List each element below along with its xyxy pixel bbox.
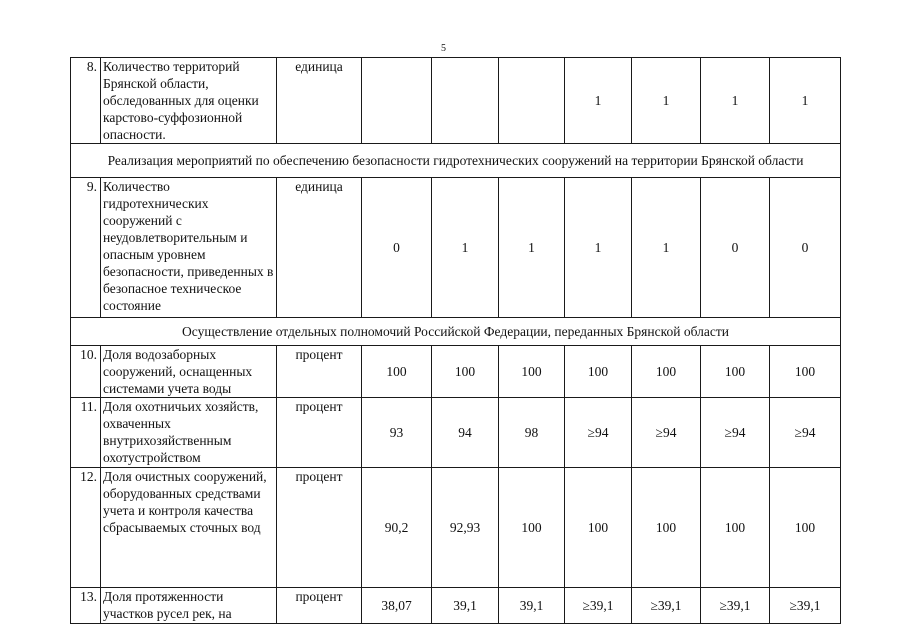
section-heading: Реализация мероприятий по обеспечению безопасности гидротехнических сооружений на территории Брянской области	[71, 144, 841, 178]
indicator-name: Доля водозаборных сооружений, оснащенных системами учета воды	[101, 346, 277, 398]
value-cell: 1	[499, 178, 565, 318]
indicators-table	[70, 57, 841, 624]
value-cell: ≥94	[770, 398, 841, 468]
value-cell: 0	[362, 178, 432, 318]
value-cell: 1	[432, 178, 499, 318]
indicator-name: Доля очистных сооружений, оборудованных средствами учета и контроля качества сбрасываемых сточных вод	[101, 468, 277, 588]
value-cell: 93	[362, 398, 432, 468]
value-cell: 1	[701, 58, 770, 144]
table-row	[71, 346, 841, 398]
row-number: 13.	[71, 588, 101, 624]
indicator-name: Доля протяженности участков русел рек, на	[101, 588, 277, 624]
table-row	[71, 468, 841, 588]
value-cell: 1	[770, 58, 841, 144]
value-cell: 100	[632, 468, 701, 588]
value-cell: 1	[565, 178, 632, 318]
row-number: 10.	[71, 346, 101, 398]
row-number: 11.	[71, 398, 101, 468]
value-cell: ≥39,1	[632, 588, 701, 624]
value-cell: 92,93	[432, 468, 499, 588]
value-cell: 100	[432, 346, 499, 398]
row-number: 8.	[71, 58, 101, 144]
unit-cell: процент	[277, 588, 362, 624]
value-cell: 94	[432, 398, 499, 468]
value-cell: ≥94	[701, 398, 770, 468]
value-cell: 100	[362, 346, 432, 398]
table-row	[71, 588, 841, 624]
table-row	[71, 58, 841, 144]
value-cell: ≥39,1	[701, 588, 770, 624]
section-heading: Осуществление отдельных полномочий Российской Федерации, переданных Брянской области	[71, 318, 841, 346]
unit-cell: единица	[277, 58, 362, 144]
value-cell: 100	[632, 346, 701, 398]
value-cell: 90,2	[362, 468, 432, 588]
indicator-name: Доля охотничьих хозяйств, охваченных внутрихозяйственным охотустройством	[101, 398, 277, 468]
section-row	[71, 318, 841, 346]
value-cell: 0	[770, 178, 841, 318]
unit-cell: процент	[277, 398, 362, 468]
value-cell: ≥39,1	[565, 588, 632, 624]
value-cell: ≥39,1	[770, 588, 841, 624]
value-cell: 1	[632, 58, 701, 144]
value-cell: 100	[565, 468, 632, 588]
value-cell: 1	[565, 58, 632, 144]
value-cell: 100	[499, 468, 565, 588]
value-cell: ≥94	[632, 398, 701, 468]
table-row	[71, 178, 841, 318]
value-cell: 39,1	[499, 588, 565, 624]
section-row	[71, 144, 841, 178]
value-cell: 0	[701, 178, 770, 318]
value-cell: 38,07	[362, 588, 432, 624]
value-cell: 100	[701, 468, 770, 588]
value-cell: 39,1	[432, 588, 499, 624]
value-cell: 1	[632, 178, 701, 318]
table-body	[71, 58, 841, 624]
value-cell: 100	[770, 468, 841, 588]
unit-cell: процент	[277, 468, 362, 588]
indicator-name: Количество территорий Брянской области, обследованных для оценки карстово-суффозионной опасности.	[101, 58, 277, 144]
value-cell	[432, 58, 499, 144]
value-cell: 100	[565, 346, 632, 398]
indicator-name: Количество гидротехнических сооружений с неудовлетворительным и опасным уровнем безопасности, приведенных в безопасное техническое состояние	[101, 178, 277, 318]
row-number: 9.	[71, 178, 101, 318]
value-cell: ≥94	[565, 398, 632, 468]
value-cell	[499, 58, 565, 144]
value-cell	[362, 58, 432, 144]
unit-cell: единица	[277, 178, 362, 318]
value-cell: 100	[499, 346, 565, 398]
unit-cell: процент	[277, 346, 362, 398]
value-cell: 100	[770, 346, 841, 398]
value-cell: 98	[499, 398, 565, 468]
page-number: 5	[441, 43, 446, 54]
row-number: 12.	[71, 468, 101, 588]
table-row	[71, 398, 841, 468]
value-cell: 100	[701, 346, 770, 398]
